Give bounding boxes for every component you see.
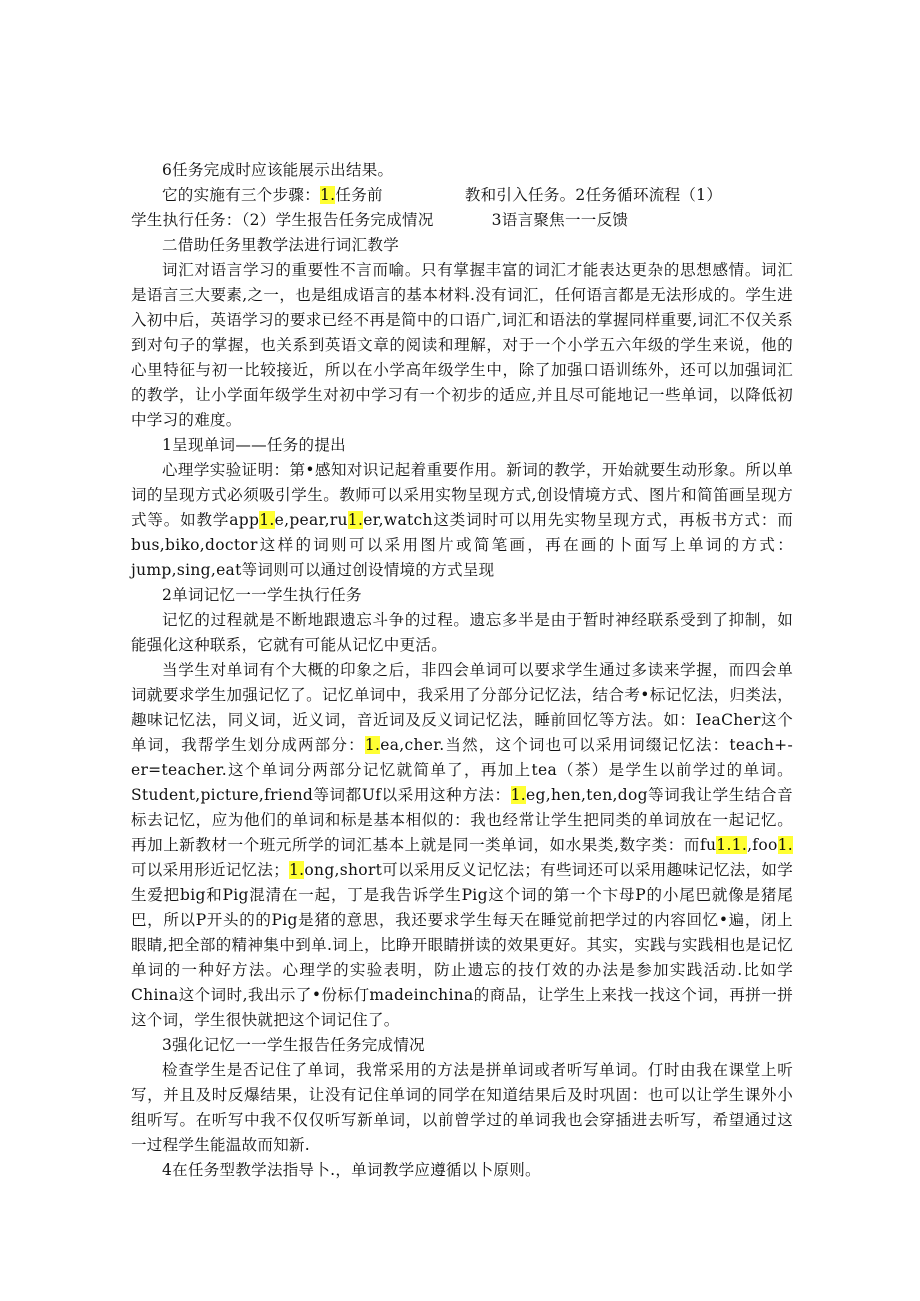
highlight-mark: 1. [364, 736, 381, 754]
section-heading-vocabulary: 二借助任务里教学法进行词汇教学 [162, 236, 400, 254]
steps-step3: 3语言聚焦一一反馈 [491, 211, 629, 229]
text-run: er,watch这类词时可以用先实物呈现方式，再板书方式：而bus,biko,doctor这样的词则可以采用图片或简笔画，再在画的卜面写上单词的方式：jump,sing,eat等词则可以通过创设情境的方式呈现 [131, 511, 793, 579]
highlight-mark: 1. [777, 836, 793, 854]
highlight-mark: 1. [289, 861, 305, 879]
subheading-memory: 2单词记忆一一学生执行任务 [162, 586, 362, 604]
text-run: ea,cher.当然，这个词也可以采用词缀记忆法：teach+-er=teacher.这个单词分两部分记忆就简单了，再加上tea（茶）是学生以前学过的单词。Student,picture,friend等词都Uf以采用这种方法： [131, 736, 793, 804]
paragraph-result: 6任务完成时应该能展示出结果。 [162, 161, 394, 179]
steps-intro: 它的实施有三个步骤： [162, 186, 321, 204]
steps-step1: 任务前 [335, 186, 383, 204]
text-run: 当学生对单词有个大概的印象之后，非四会单词可以要求学生通过多读来学握，而四会单词就要求学生加强记忆了。记忆单词中，我采用了分部分记忆法，结合考•标记忆法，归类法，趣味记忆法，同义词，近义词，音近词及反义词记忆法，睡前回忆等方法。如：IeaCher这个单词，我帮学生划分成两部分： [131, 661, 793, 754]
paragraph-principles: 4在任务型教学法指导卜.，单词教学应遵循以卜原则。 [162, 1161, 541, 1179]
paragraph-memory-1: 记忆的过程就是不断地跟遗忘斗争的过程。遗忘多半是由于暂时神经联系受到了抑制，如能强化这种联系，它就有可能从记忆中更活。 [131, 611, 793, 654]
highlight-mark: 1. [347, 511, 364, 529]
paragraph-vocabulary: 词汇对语言学习的重要性不言而喻。只有掌握丰富的词汇才能表达更杂的思想感情。词汇是语言三大要素,之一，也是组成语言的基本材料.没有词汇，任何语言都是无法形成的。学生进入初中后，英语学习的要求已经不再是简中的口语广,词汇和语法的掌握同样重要,词汇不仅关系到对句子的掌握，也关系到英语文章的阅读和理解，对于一个小学五六年级的学生来说，他的心里特征与初一比较接近，所以在小学高年级学生中，除了加强口语训练外，还可以加强词汇的教学，让小学面年级学生对初中学习有一个初步的适应,并且尽可能地记一些单词，以降低初中学习的难度。 [131, 261, 793, 429]
text-run: 可以采用形近记忆法； [131, 861, 290, 879]
paragraph-reinforce: 检查学生是否记住了单词，我常采用的方法是拼单词或者听写单词。仃时由我在课堂上听写，并且及时反爆结果，让没有记住单词的同学在知道结果后及时巩固：也可以让学生课外小组听写。在听写中我不仅仅听写新单词，以前曾学过的单词我也会穿插进去听写，希望通过这一过程学生能温故而知新. [131, 1061, 793, 1154]
highlight-mark: 1. [259, 511, 275, 529]
document-body [131, 158, 793, 1183]
text-run: ,foo [747, 836, 778, 854]
paragraph-steps-line2 [131, 208, 793, 233]
steps-step2: 学生执行任务：（2）学生报告任务完成情况 [131, 211, 434, 229]
subheading-reinforce: 3强化记忆一一学生报告任务完成情况 [162, 1036, 425, 1054]
text-run: eg,hen,ten,dog等词我让学生结合音标去记忆，应为他们的单词和标是基本相似的：我也经常让学生把同类的单词放在一起记忆。再加上新教材一个班元所学的词汇基本上就是同一类单词，如水果类,数字类：而fu [131, 786, 793, 854]
paragraph-present-words [131, 458, 793, 583]
steps-step1-cont: 教和引入任务。2任务循环流程（1） [464, 186, 723, 204]
text-run: 心理学实验证明：第•感知对识记起着重要作用。新词的教学，开始就要生动形象。所以单词的呈现方式必须吸引学生。教师可以采用实物呈现方式,创设情境方式、图片和简笛画呈现方式等。如教学app [131, 461, 793, 529]
paragraph-memory-2 [131, 658, 793, 1033]
paragraph-steps-line1 [131, 183, 793, 208]
subheading-present-words: 1呈现单词——任务的提出 [162, 436, 346, 454]
highlight-mark: 1.1. [716, 836, 748, 854]
text-run: ong,short可以采用反义记忆法；有些词还可以采用趣味记忆法，如学生爱把big和Pig混清在一起，丁是我告诉学生Pig这个词的第一个卞母P的小尾巴就像是猪尾巴，所以P开头的的Pig是猪的意思，我还要求学生每天在睡觉前把学过的内容回忆•遍，闭上眼睛,把全部的精神集中到单.词上，比睁开眼睛拼读的效果更好。其实，实践与实践相也是记忆单词的一种好方法。心理学的实验表明，防止遗忘的技仃效的办法是参加实践活动.比如学China这个词时,我出示了•份标仃madeinchina的商品，让学生上来找一找这个词，再拼一拼这个词，学生很快就把这个词记住了。 [131, 861, 793, 1029]
highlight-mark: 1. [510, 786, 527, 804]
highlight-mark: 1. [320, 186, 336, 204]
text-run: e,pear,ru [274, 511, 348, 529]
